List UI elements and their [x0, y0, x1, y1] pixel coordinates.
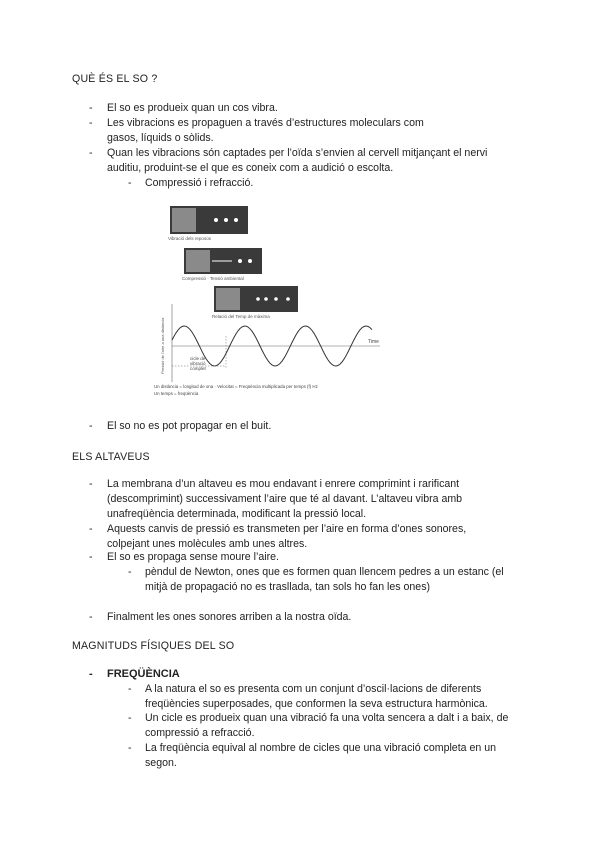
x-axis-label: Time [368, 339, 379, 345]
svg-text:vibració: vibració [190, 361, 206, 366]
figure-caption: Un temps = freqüència [154, 391, 199, 396]
vibration-panel-3 [212, 286, 298, 319]
y-axis-label: Pressió de l'aire a una distància [160, 317, 165, 374]
svg-text:cicle de: cicle de [190, 356, 206, 361]
svg-text:complet: complet [190, 366, 206, 371]
vibration-panel-1 [168, 206, 248, 241]
svg-text:Relació del Temp de màxima: Relació del Temp de màxima [212, 314, 270, 319]
document-page: QUÈ ÉS EL SO ? - El so es produeix quan un cos vibra. - Les vibracions es propaguen a través d’estructures moleculars com gasos, líquids o sòlids. - Quan les vibracions són captades per l’oïda s’envien al cervell mitjançant el nervi auditiu, produint-se el que es coneix com a audició o escolta. - Compressió i refracció. Vibració dels reposos Compressió · Tensió ambiental Relació del Temp de màxima Pressió de l'aire a una distància Time cicle de vibració complet Un distància = longitud de ona · Velocitat = Freqüència multiplicada per temps (f) Hz Un temps = freqüència - El so no es pot propagar en el buit. ELS ALTAVEUS - La membrana d’un altaveu es mou endavant i enrere comprimint i rarificant (descomprimint) successivament l’aire que té al davant. L’altaveu vibra amb unafreqüència determinada, modificant la pressió local. - Aquests canvis de pressió es transmeten per l’aire en forma d’ones sonores, colpejant unes molècules amb unes altres. - El so es propaga sense moure l’aire. - pèndul de Newton, ones que es formen quan llencem pedres a un estanc (el mitjà de propagació no es trasllada, tan sols ho fan les ones) - Finalment les ones sonores arriben a la nostra oïda. MAGNITUDS FÍSIQUES DEL SO - FREQÜÈNCIA - A la natura el so es presenta com un conjunt d’oscil·lacions de diferents freqüències superposades, que conformen la seva estructura harmònica. - Un cicle es produeix quan una vibració fa una volta sencera a dalt i a baix, de compressió a refracció. - La freqüència equival al nombre de cicles que una vibració completa en un segon. [0, 0, 600, 848]
vibration-panel-2 [182, 248, 262, 281]
frequencia-title: FREQÜÈNCIA [107, 668, 180, 680]
heading-magnituds-fisiques: MAGNITUDS FÍSIQUES DEL SO [72, 640, 235, 652]
heading-que-es-el-so: QUÈ ÉS EL SO ? [72, 73, 158, 85]
heading-els-altaveus: ELS ALTAVEUS [72, 451, 150, 463]
sound-wave-figure [150, 196, 390, 401]
svg-text:Vibració dels reposos: Vibració dels reposos [168, 236, 211, 241]
figure-caption: Un distància = longitud de ona · Velocitat = Freqüència multiplicada per temps (f) Hz [154, 384, 318, 389]
svg-text:Compressió · Tensió ambiental: Compressió · Tensió ambiental [182, 276, 244, 281]
sound-wave-diagram [150, 196, 390, 401]
